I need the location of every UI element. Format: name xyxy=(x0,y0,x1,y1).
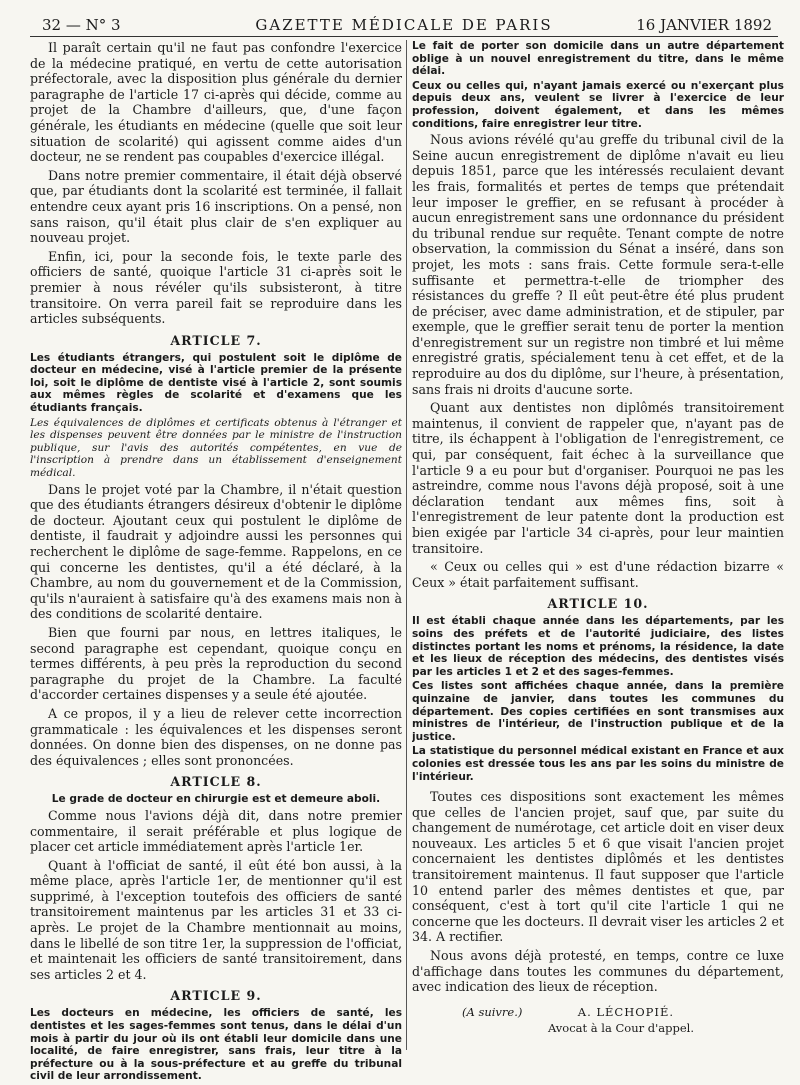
article-7-text-2: Les équivalences de diplômes et certificats obtenus à l'étranger et les dispenses peuvent être données par le ministre de l'instruction publique, sur l'avis des autorités compétentes, en vue de l'inscription à prendre dans un établissement d'enseignement médical. xyxy=(30,416,402,480)
article-10-text-3: La statistique du personnel médical existant en France et aux colonies est dressée tous les ans par les soins du ministre de l'intérieur. xyxy=(412,745,784,783)
paragraph: Nous avions révélé qu'au greffe du tribunal civil de la Seine aucun enregistrement de diplôme n'avait eu lieu depuis 1851, parce que les intéressés reculaient devant les frais, formalités et pertes de temps que prétendait leur imposer le greffier, en se refusant à procéder à aucun enregistrement sans une ordonnance du président du tribunal rendue sur requête. Tenant compte de notre observation, la commission du Sénat a inséré, dans son projet, les mots : sans frais. Cette formule sera-t-elle suffisante et permettra-t-elle de triompher des résistances du greffe ? Il eût peut-être été plus prudent de préciser, avec dame administration, et de stipuler, par exemple, que le greffier serait tenu de porter la mention d'enregistrement sur un registre non timbré et lui même enregistré gratis, spécialement tenu à cet effet, et de la reproduire au dos du diplôme, sur l'heure, à présentation, sans frais ni droits d'aucune sorte. xyxy=(412,132,784,397)
article-9-text-2: Le fait de porter son domicile dans un autre département oblige à un nouvel enregistrement du titre, dans le même délai. xyxy=(412,40,784,78)
paragraph: Dans notre premier commentaire, il était déjà observé que, par étudiants dont la scolarité est terminée, il fallait entendre ceux ayant pris 16 inscriptions. On a pensé, non sans raison, qu'il était plus clair de s'en expliquer au nouveau projet. xyxy=(30,167,402,246)
paragraph: Bien que fourni par nous, en lettres italiques, le second paragraphe est cependant, quoique conçu en termes différents, à peu près la reproduction du second paragraphe du projet de la Chambre. La faculté d'accorder certaines dispenses y a seule été ajoutée. xyxy=(30,624,402,703)
left-column xyxy=(30,40,402,1085)
paragraph: Quant à l'officiat de santé, il eût été bon aussi, à la même place, après l'article 1er, de mentionner qu'il est supprimé, à l'exception toutefois des officiers de santé transitoirement maintenus par les articles 31 et 33 ci-après. Le projet de la Chambre mentionnait au moins, dans le libellé de son titre 1er, la suppression de l'officiat, et maintenait les officiers de santé transitoirement, dans ses articles 2 et 4. xyxy=(30,857,402,982)
issue-date: 16 JANVIER 1892 xyxy=(636,16,772,34)
page-header xyxy=(30,10,778,37)
article-8-heading: ARTICLE 8. xyxy=(170,774,262,790)
author-role: Avocat à la Cour d'appel. xyxy=(547,1020,694,1035)
signature-block xyxy=(412,1005,784,1039)
right-column xyxy=(412,40,784,1039)
paragraph: Dans le projet voté par la Chambre, il n'était question que des étudiants étrangers désireux d'obtenir le diplôme de docteur. Ajoutant ceux qui postulent le diplôme de dentiste, il faudrait y adjoindre aussi les personnes qui recherchent le diplôme de sage-femme. Rappelons, en ce qui concerne les dentistes, qu'il a été déclaré, à la Chambre, au nom du gouvernement et de la Commission, qu'ils n'auraient à satisfaire qu'à des examens mais non à des conditions de scolarité dentaire. xyxy=(30,481,402,622)
article-7-text: Les étudiants étrangers, qui postulent soit le diplôme de docteur en médecine, visé à l'article premier de la présente loi, soit le diplôme de dentiste visé à l'article 2, sont soumis aux mêmes règles de scolarité et d'examens que les étudiants français. xyxy=(30,351,402,415)
article-10-heading: ARTICLE 10. xyxy=(547,596,649,612)
to-be-continued: (A suivre.) xyxy=(462,1004,523,1019)
column-divider xyxy=(406,40,407,1050)
article-10-text-2: Ces listes sont affichées chaque année, dans la première quinzaine de janvier, dans toutes les communes du département. Des copies certifiées en sont transmises aux ministres de l'intérieur, de l'instruction publique et de la justice. xyxy=(412,680,784,743)
paragraph: Enfin, ici, pour la seconde fois, le texte parle des officiers de santé, quoique l'article 31 ci-après soit le premier à nous révéler qu'ils subsisteront, à titre transitoire. On verra pareil fait se reproduire dans les articles subséquents. xyxy=(30,248,402,327)
page-number: 32 — N° 3 xyxy=(42,16,121,34)
text-columns xyxy=(30,40,784,1083)
paragraph: Il paraît certain qu'il ne faut pas confondre l'exercice de la médecine pratiqué, en vertu de cette autorisation préfectorale, avec la disposition plus générale du dernier paragraphe de l'article 17 ci-après qui décide, comme au projet de la Chambre d'ailleurs, que, d'une façon générale, les étudiants en médecine (quelle que soit leur situation de scolarité) qui agissent comme aides d'un docteur, ne se rendent pas coupables d'exercice illégal. xyxy=(30,40,402,165)
article-8-text: Le grade de docteur en chirurgie est et demeure aboli. xyxy=(51,793,381,806)
paragraph: A ce propos, il y a lieu de relever cette incorrection grammaticale : les équivalences et les dispenses seront données. On donne bien des dispenses, on ne donne pas des équivalences ; elles sont prononcées. xyxy=(30,705,402,768)
article-9-text-3: Ceux ou celles qui, n'ayant jamais exercé ou n'exerçant plus depuis deux ans, veulent se livrer à l'exercice de leur profession, doivent également, et dans les mêmes conditions, faire enregistrer leur titre. xyxy=(412,79,784,130)
paragraph: Toutes ces dispositions sont exactement les mêmes que celles de l'ancien projet, sauf que, par suite du changement de numérotage, cet article doit en viser deux nouveaux. Les articles 5 et 6 que visait l'ancien projet concernaient les dentistes diplômés et les dentistes transitoirement maintenus. Il faut supposer que l'article 10 entend parler des mêmes dentistes et que, par conséquent, c'est à tort qu'il cite l'article 1 qui ne concerne que les docteurs. Il devrait viser les articles 2 et 34. A rectifier. xyxy=(412,789,784,945)
paragraph: Comme nous l'avions déjà dit, dans notre premier commentaire, il serait préférable et plus logique de placer cet article immédiatement après l'article 1er. xyxy=(30,807,402,855)
author-name: A. LÉCHOPIÉ. xyxy=(577,1004,674,1019)
paragraph: Nous avons déjà protesté, en temps, contre ce luxe d'affichage dans toutes les communes du département, avec indication des lieux de réception. xyxy=(412,948,784,995)
article-9-text: Les docteurs en médecine, les officiers de santé, les dentistes et les sages-femmes sont tenus, dans le délai d'un mois à partir du jour où ils ont établi leur domicile dans une localité, de faire enregistrer, sans frais, leur titre à la préfecture ou à la sous-préfecture et au greffe du tribunal civil de leur arrondissement. xyxy=(30,1007,402,1083)
article-10-text: Il est établi chaque année dans les départements, par les soins des préfets et de l'autorité judiciaire, des listes distinctes portant les noms et prénoms, la résidence, la date et les lieux de réception des médecins, des dentistes visés par les articles 1 et 2 et des sages-femmes. xyxy=(412,615,784,678)
article-7-heading: ARTICLE 7. xyxy=(170,332,262,348)
paragraph: « Ceux ou celles qui » est d'une rédaction bizarre « Ceux » était parfaitement suffisant. xyxy=(412,559,784,590)
journal-title: GAZETTE MÉDICALE DE PARIS xyxy=(255,16,553,34)
paragraph: Quant aux dentistes non diplômés transitoirement maintenus, il convient de rappeler que, n'ayant pas de titre, ils échappent à l'obligation de l'enregistrement, ce qui, par conséquent, fait échec à la surveillance que l'article 9 a eu pour but d'organiser. Pourquoi ne pas les astreindre, comme nous l'avons déjà proposé, soit à une déclaration tendant aux mêmes fins, soit à l'enregistrement de leur patente dont la production est bien exigée par l'article 34 ci-après, pour leur maintien transitoire. xyxy=(412,400,784,556)
article-9-heading: ARTICLE 9. xyxy=(170,988,262,1004)
